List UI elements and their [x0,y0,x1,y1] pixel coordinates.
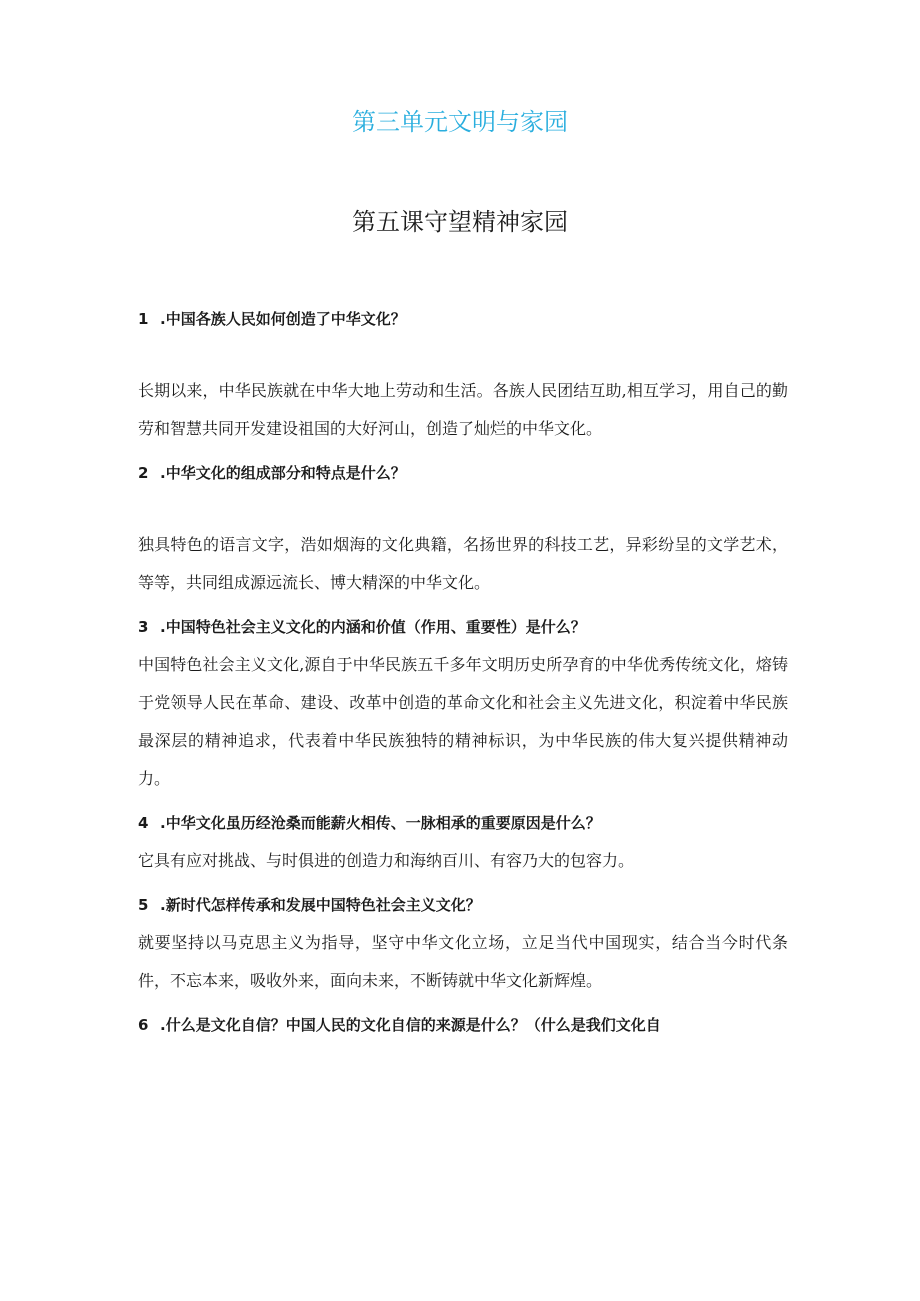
question-number: 3 [138,618,149,636]
question-text: .中华文化虽历经沧桑而能薪火相传、一脉相承的重要原因是什么？ [160,814,601,832]
question-1 [138,300,788,338]
answer-5: 就要坚持以马克思主义为指导，坚守中华文化立场，立足当代中国现实，结合当今时代条件，不忘本来，吸收外来，面向未来，不断铸就中华文化新辉煌。 [138,933,788,990]
question-text: .什么是文化自信？中国人民的文化自信的来源是什么？（什么是我们文化自 [160,1016,661,1034]
question-3 [138,608,788,646]
qa-list [138,300,788,1044]
answer-2: 独具特色的语言文字，浩如烟海的文化典籍，名扬世界的科技工艺，异彩纷呈的文学艺术，等等，共同组成源远流长、博大精深的中华文化。 [138,535,788,592]
question-text: .中国特色社会主义文化的内涵和价值（作用、重要性）是什么？ [160,618,586,636]
question-5 [138,886,788,924]
question-2 [138,454,788,492]
question-text: .中华文化的组成部分和特点是什么？ [160,464,406,482]
answer-1: 长期以来，中华民族就在中华大地上劳动和生活。各族人民团结互助,相互学习，用自己的勤劳和智慧共同开发建设祖国的大好河山，创造了灿烂的中华文化。 [138,381,788,438]
question-number: 2 [138,464,149,482]
answer-4: 它具有应对挑战、与时俱进的创造力和海纳百川、有容乃大的包容力。 [138,851,635,870]
question-text: .中国各族人民如何创造了中华文化？ [160,310,406,328]
question-number: 4 [138,814,149,832]
question-number: 6 [138,1016,149,1034]
question-number: 1 [138,310,149,328]
question-number: 5 [138,896,149,914]
lesson-title: 第五课守望精神家园 [352,208,568,236]
unit-title: 第三单元文明与家园 [352,108,568,136]
question-text: .新时代怎样传承和发展中国特色社会主义文化？ [160,896,481,914]
question-6 [138,1006,788,1044]
question-4 [138,804,788,842]
answer-3: 中国特色社会主义文化,源自于中华民族五千多年文明历史所孕育的中华优秀传统文化，熔铸于党领导人民在革命、建设、改革中创造的革命文化和社会主义先进文化，积淀着中华民族最深层的精神追求，代表着中华民族独特的精神标识，为中华民族的伟大复兴提供精神动力。 [138,655,788,788]
